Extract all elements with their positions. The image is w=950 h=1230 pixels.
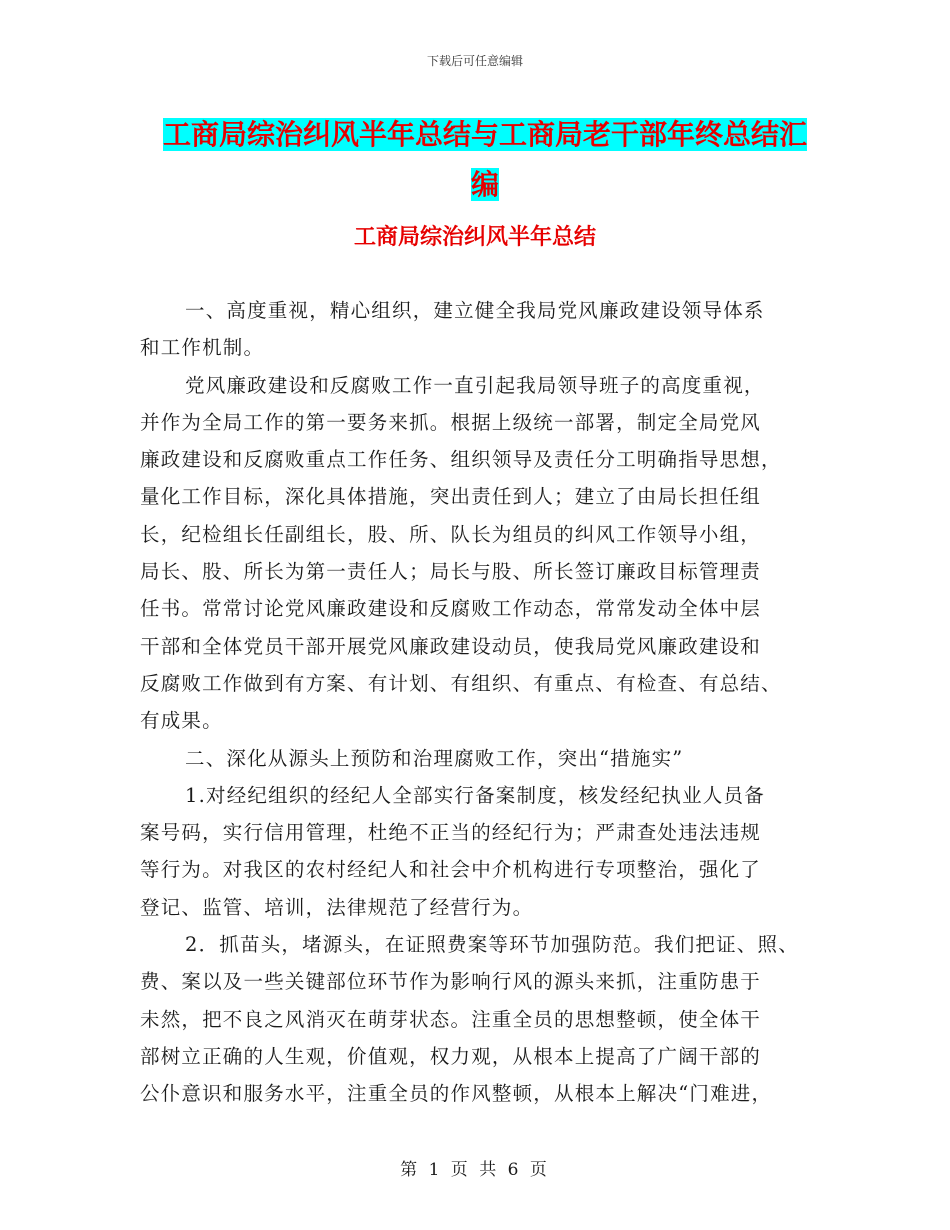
paragraph: 一、高度重视，精心组织，建立健全我局党风廉政建设领导体系 和工作机制。 xyxy=(140,299,765,360)
paragraph: 2．抓苗头，堵源头，在证照费案等环节加强防范。我们把证、照、 费、案以及一些关键部位环节作为影响行风的源头来抓，注重防患于 未然，把不良之风消灭在萌芽状态。注重全员的思想整顿，使全体干 部树立正确的人生观，价值观，权力观，从根本上提高了广阔干部的 公仆意识和服务水平，注重全员的作风整顿，从根本上解决“门难进， xyxy=(140,933,799,1106)
page-number: 第 1 页 共 6 页 xyxy=(400,1160,550,1180)
document-title-line-1: 工商局综治纠风半年总结与工商局老干部年终总结汇 xyxy=(162,118,807,151)
paragraph: 二、深化从源头上预防和治理腐败工作，突出“措施实” xyxy=(185,746,684,770)
body-text xyxy=(140,292,815,1113)
paragraph: 1.对经纪组织的经纪人全部实行备案制度，核发经纪执业人员备 案号码，实行信用管理，杜绝不正当的经纪行为；严肃查处违法违规 等行为。对我区的农村经纪人和社会中介机构进行专项整治，强化了 登记、监管、培训，法律规范了经营行为。 xyxy=(140,783,765,919)
document-title-line-2: 编 xyxy=(470,168,499,201)
document-title xyxy=(140,110,830,210)
section-title: 工商局综治纠风半年总结 xyxy=(353,225,596,250)
paragraph: 党风廉政建设和反腐败工作一直引起我局领导班子的高度重视， 并作为全局工作的第一要务来抓。根据上级统一部署，制定全局党风 廉政建设和反腐败重点工作任务、组织领导及责任分工明确指导思想， 量化工作目标，深化具体措施，突出责任到人；建立了由局长担任组 长，纪检组长任副组长，股、所、队长为组员的纠风工作领导小组， 局长、股、所长为第一责任人；局长与股、所长签订廉政目标管理责 任书。常常讨论党风廉政建设和反腐败工作动态，常常发动全体中层 干部和全体党员干部开展党风廉政建设动员，使我局党风廉政建设和 反腐败工作做到有方案、有计划、有组织、有重点、有检查、有总结、 有成果。 xyxy=(140,373,782,733)
page-header-note: 下载后可任意编辑 xyxy=(426,54,523,68)
